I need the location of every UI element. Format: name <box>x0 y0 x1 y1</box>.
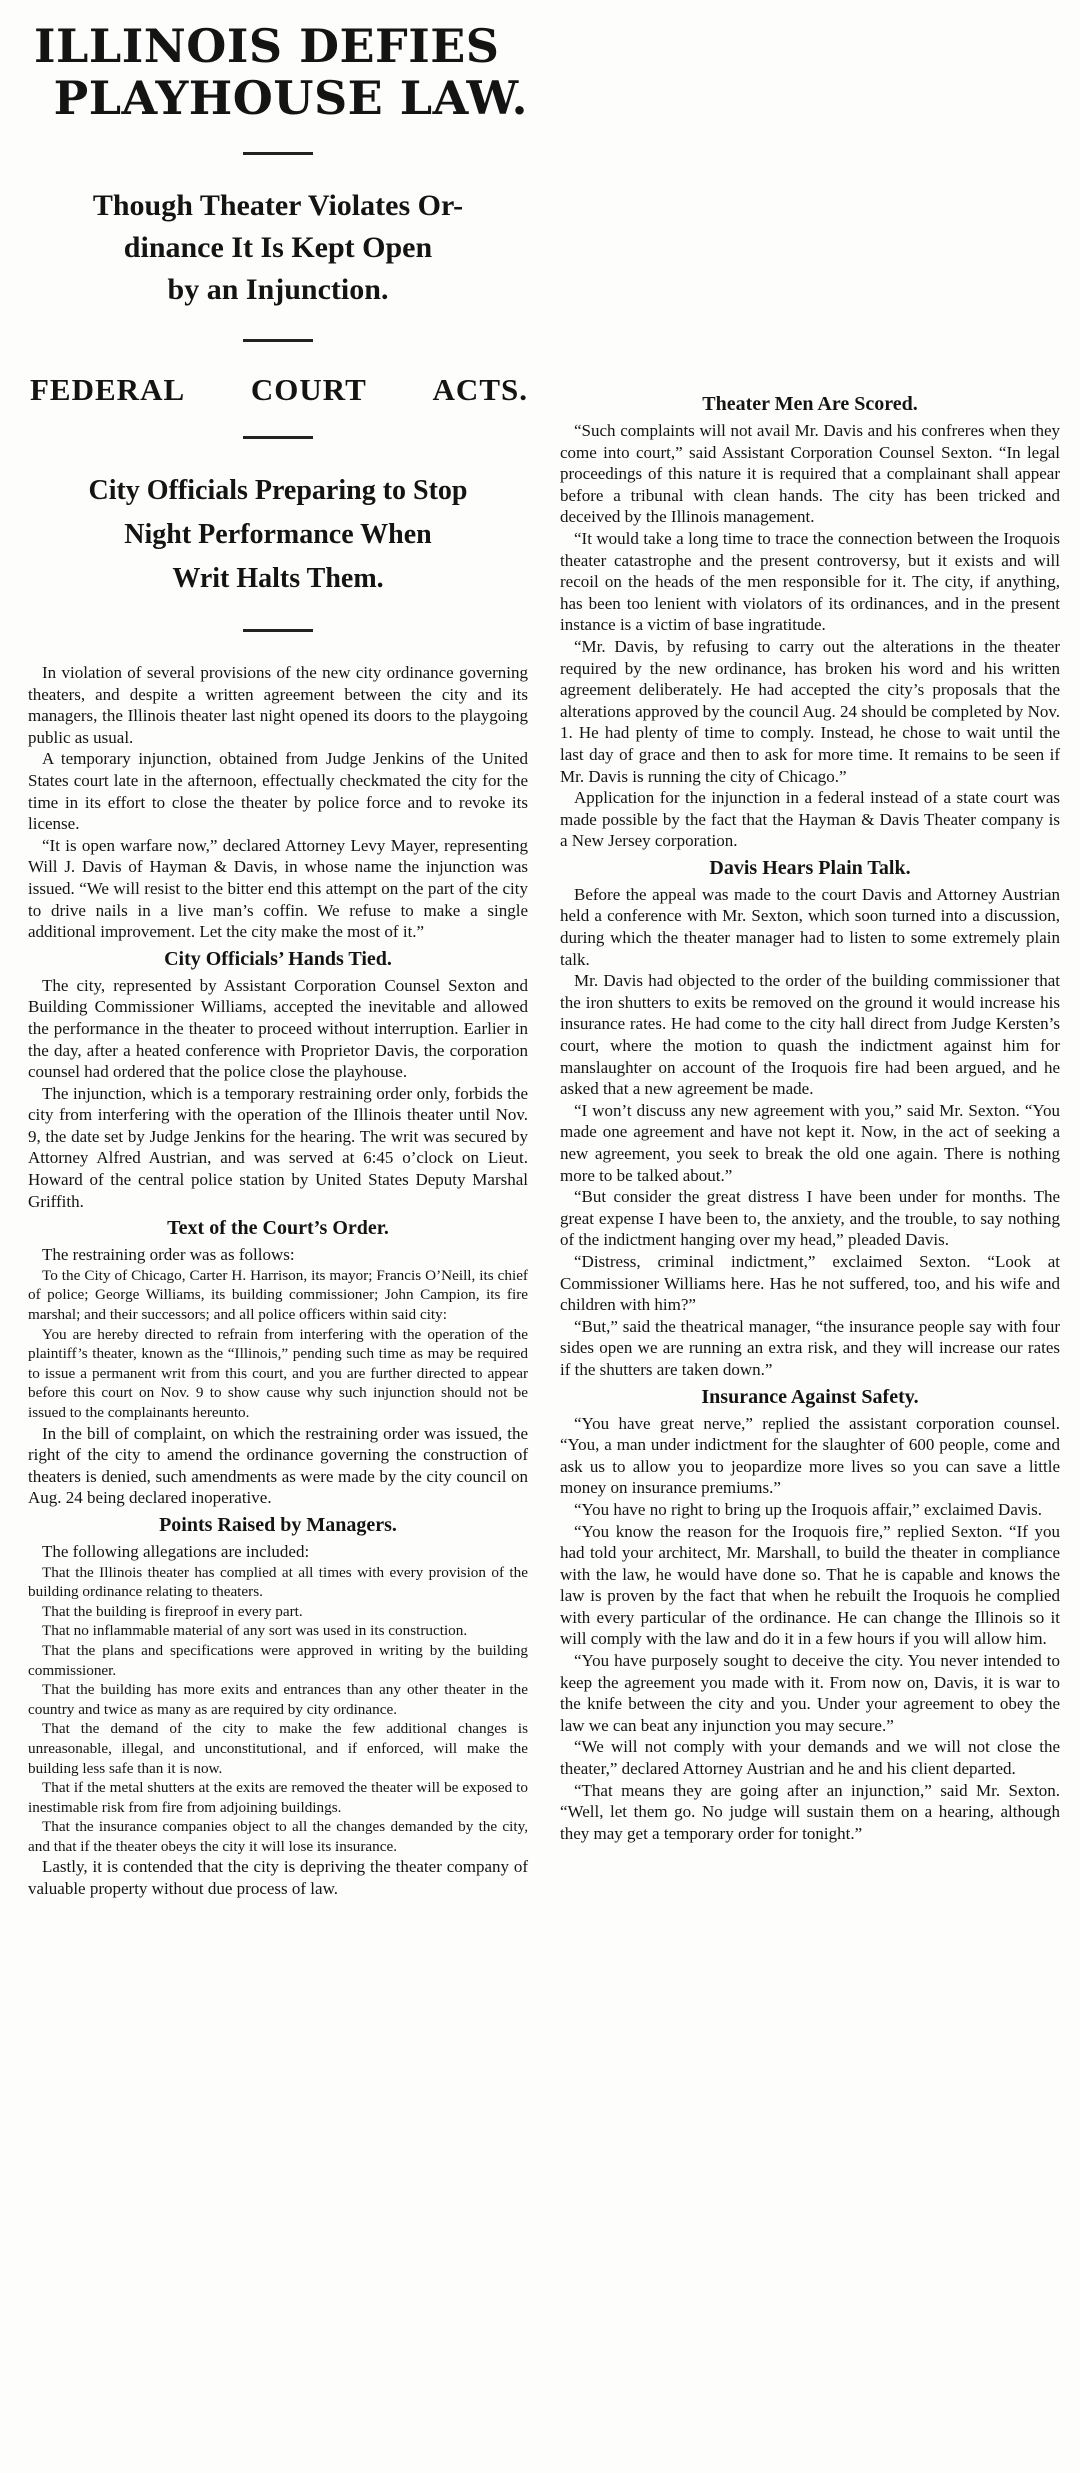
paragraph: “It is open warfare now,” declared Attorney Levy Mayer, representing Will J. Davis of Hayman & Davis, in whose name the injunction was issued. “We will resist to the bitter end this attempt on the part of the city to drive nails in a live man’s coffin. We refuse to make a single additional improvement. Let the city make the most of it.” <box>28 835 528 942</box>
paragraph: “Distress, criminal indictment,” exclaimed Sexton. “Look at Commissioner Williams here. Has he not suffered, too, and his wife and children with him?” <box>560 1251 1060 1315</box>
paragraph: “You have purposely sought to deceive the city. You never intended to keep the agreement you made with it. From now on, Davis, it is war to the knife between the city and you. Under your agreement to obey the law we can beat any injunction you may secure.” <box>560 1651 1060 1735</box>
deck-2-word: ACTS. <box>432 372 528 407</box>
paragraph: The following allegations are included: <box>42 1541 310 1561</box>
order-paragraph: You are hereby directed to refrain from interfering with the operation of the plaintiff’s theater, known as the “Illinois,” pending such time as may be required to issue a permanent writ from this court, and you are further directed to appear before this court on Nov. 9 to show cause why such injunction should not be issued to the complainants hereunto. <box>28 1325 528 1421</box>
paragraph: “Such complaints will not avail Mr. Davis and his confreres when they come into court,” said Assistant Corporation Counsel Sexton. “In legal proceedings of this nature it is required that a complainant shall appear before a tribunal with clean hands. The city has been tricked and deceived by the Illinois management. <box>560 421 1060 527</box>
section-heading: Theater Men Are Scored. <box>702 393 918 415</box>
paragraph: Lastly, it is contended that the city is depriving the theater company of valuable property without due process of law. <box>28 1857 528 1899</box>
headline-line-1: ILLINOIS DEFIES <box>34 19 500 73</box>
paragraph: “It would take a long time to trace the connection between the Iroquois theater catastrophe and the present controversy, but it exists and will recoil on the heads of the men responsible for it. The city, if anything, has been too lenient with violators of its ordinances, and in the present instance is a victim of base ingratitude. <box>560 528 1060 635</box>
deck-1 <box>40 185 516 311</box>
order-paragraph: That the plans and specifications were approved in writing by the building commissioner. <box>28 1641 528 1679</box>
paragraph: The injunction, which is a temporary restraining order only, forbids the city from interfering with the operation of the Illinois theater until Nov. 9, the date set by Judge Jenkins for the hearing. The writ was secured by Attorney Alfred Austrian, and was served at 6:45 o’clock on Lieut. Howard of the central police station by United States Deputy Marshal Griffith. <box>28 1083 528 1211</box>
headline <box>28 20 528 124</box>
divider <box>243 629 313 632</box>
paragraph: “That means they are going after an injunction,” said Mr. Sexton. “Well, let them go. No judge will sustain them on a hearing, although they may get a temporary order for tonight.” <box>560 1780 1060 1843</box>
deck-1-line: Though Theater Violates Or- <box>92 189 464 222</box>
order-paragraph: That the building is fireproof in every part. <box>42 1602 303 1620</box>
order-paragraph: That the demand of the city to make the few additional changes is unreasonable, illegal, and unconstitutional, and if enforced, will make the building less safe than it is now. <box>28 1720 528 1777</box>
paragraph: In the bill of complaint, on which the restraining order was issued, the right of the city to amend the ordinance governing the construction of theaters is denied, such amendments as were made by the city council on Aug. 24 being declared inoperative. <box>28 1423 528 1508</box>
section-heading: Points Raised by Managers. <box>159 1513 397 1536</box>
paragraph: The restraining order was as follows: <box>42 1245 295 1265</box>
deck-3 <box>42 469 514 601</box>
paragraph: “I won’t discuss any new agreement with you,” said Mr. Sexton. “You made one agreement and have not kept it. Now, in the act of seeking a new agreement, you seek to break the old one again. There is nothing more to be talked about.” <box>560 1100 1060 1185</box>
paragraph: Application for the injunction in a federal instead of a state court was made possible by the fact that the Hayman & Davis Theater company is a New Jersey corporation. <box>560 788 1060 851</box>
paragraph: The city, represented by Assistant Corporation Counsel Sexton and Building Commissioner Williams, accepted the inevitable and allowed the performance in the theater to proceed without interruption. Earlier in the day, after a heated conference with Proprietor Davis, the corporation counsel had ordered that the police close the playhouse. <box>28 975 528 1082</box>
deck-3-line: Night Performance When <box>124 519 432 550</box>
divider <box>243 152 313 155</box>
headline-line-2: PLAYHOUSE LAW. <box>53 71 528 125</box>
order-paragraph: To the City of Chicago, Carter H. Harrison, its mayor; Francis O’Neill, its chief of police; George Williams, its building commissioner; John Campion, its fire marshal; and their successors; and all police officers within said city: <box>28 1266 528 1324</box>
paragraph: “You have no right to bring up the Iroquois affair,” exclaimed Davis. <box>574 1499 1042 1519</box>
right-column <box>560 388 1060 1844</box>
deck-2-word: FEDERAL <box>30 372 186 407</box>
paragraph: In violation of several provisions of the new city ordinance governing theaters, and despite a written agreement between the city and its managers, the Illinois theater last night opened its doors to the playgoing public as usual. <box>28 663 528 747</box>
divider <box>243 436 313 439</box>
order-paragraph: That if the metal shutters at the exits are removed the theater will be exposed to inestimable risk from fire from adjoining buildings. <box>28 1779 528 1816</box>
order-paragraph: That no inflammable material of any sort was used in its construction. <box>42 1622 468 1640</box>
paragraph: Before the appeal was made to the court Davis and Attorney Austrian held a conference with Mr. Sexton, which soon turned into a discussion, during which the theater manager had to listen to some extremely plain talk. <box>560 884 1060 969</box>
deck-2-word: COURT <box>250 372 367 407</box>
order-paragraph: That the insurance companies object to all the changes demanded by the city, and that if the theater obeys the city it will lose its insurance. <box>28 1818 528 1855</box>
divider <box>243 339 313 342</box>
deck-3-line: City Officials Preparing to Stop <box>88 475 468 506</box>
deck-1-line: by an Injunction. <box>167 273 389 306</box>
paragraph: “But,” said the theatrical manager, “the insurance people say with four sides open we are running an extra risk, and they will increase our rates if the shutters are taken down.” <box>560 1316 1060 1379</box>
paragraph: “You know the reason for the Iroquois fire,” replied Sexton. “If you had told your architect, Mr. Marshall, to build the theater in compliance with the law, he would have done so. That he is capable and knows the law is proven by the fact that when he rebuilt the Iroquois he complied with every particular of the ordinance. He can change the Illinois so it will comply with the law and do it in a few hours if you will allow him. <box>560 1521 1060 1649</box>
section-heading: City Officials’ Hands Tied. <box>164 947 392 970</box>
deck-1-line: dinance It Is Kept Open <box>123 231 433 264</box>
left-column <box>28 0 528 1900</box>
paragraph: “But consider the great distress I have been under for months. The great expense I have been to, the anxiety, and the trouble, to say nothing of the indictment hanging over my head,” pleaded Davis. <box>560 1187 1060 1250</box>
deck-3-line: Writ Halts Them. <box>172 563 384 594</box>
section-heading: Insurance Against Safety. <box>701 1385 919 1408</box>
order-paragraph: That the building has more exits and entrances than any other theater in the country and twice as many as are required by city ordinance. <box>28 1681 528 1718</box>
right-article-body <box>560 390 1060 1844</box>
paragraph: A temporary injunction, obtained from Judge Jenkins of the United States court late in the afternoon, effectually checkmated the city for the time in its effort to close the theater by police force and to revoke its license. <box>28 749 528 834</box>
section-heading: Davis Hears Plain Talk. <box>709 856 911 879</box>
paragraph: “You have great nerve,” replied the assistant corporation counsel. “You, a man under indictment for the slaughter of 600 people, come and ask us to allow you to jeopardize more lives so you can save a little money on insurance premiums.” <box>560 1413 1060 1498</box>
paragraph: “Mr. Davis, by refusing to carry out the alterations in the theater required by the new ordinance, has broken his word and his written agreement deliberately. He had accepted the city’s proposals that the alterations approved by the council Aug. 24 should be completed by Nov. 1. He had plenty of time to comply. Instead, he chose to wait until the last day of grace and then to ask for more time. It remains to be seen if Mr. Davis is running the city of Chicago.” <box>560 636 1060 786</box>
order-paragraph: That the Illinois theater has complied at all times with every provision of the building ordinance relating to theaters. <box>28 1563 528 1601</box>
paragraph: “We will not comply with your demands and we will not close the theater,” declared Attorney Austrian and he and his client departed. <box>560 1737 1060 1779</box>
left-article-body <box>28 662 528 1900</box>
section-heading: Text of the Court’s Order. <box>167 1217 389 1240</box>
paragraph: Mr. Davis had objected to the order of the building commissioner that the iron shutters to exits be removed on the ground it would increase his insurance rates. He had come to the city hall direct from Judge Kersten’s court, where the motion to quash the indictment against him for manslaughter on account of the Iroquois fire had been argued, and he asked that a new agreement be made. <box>560 971 1060 1099</box>
deck-2 <box>30 372 528 408</box>
